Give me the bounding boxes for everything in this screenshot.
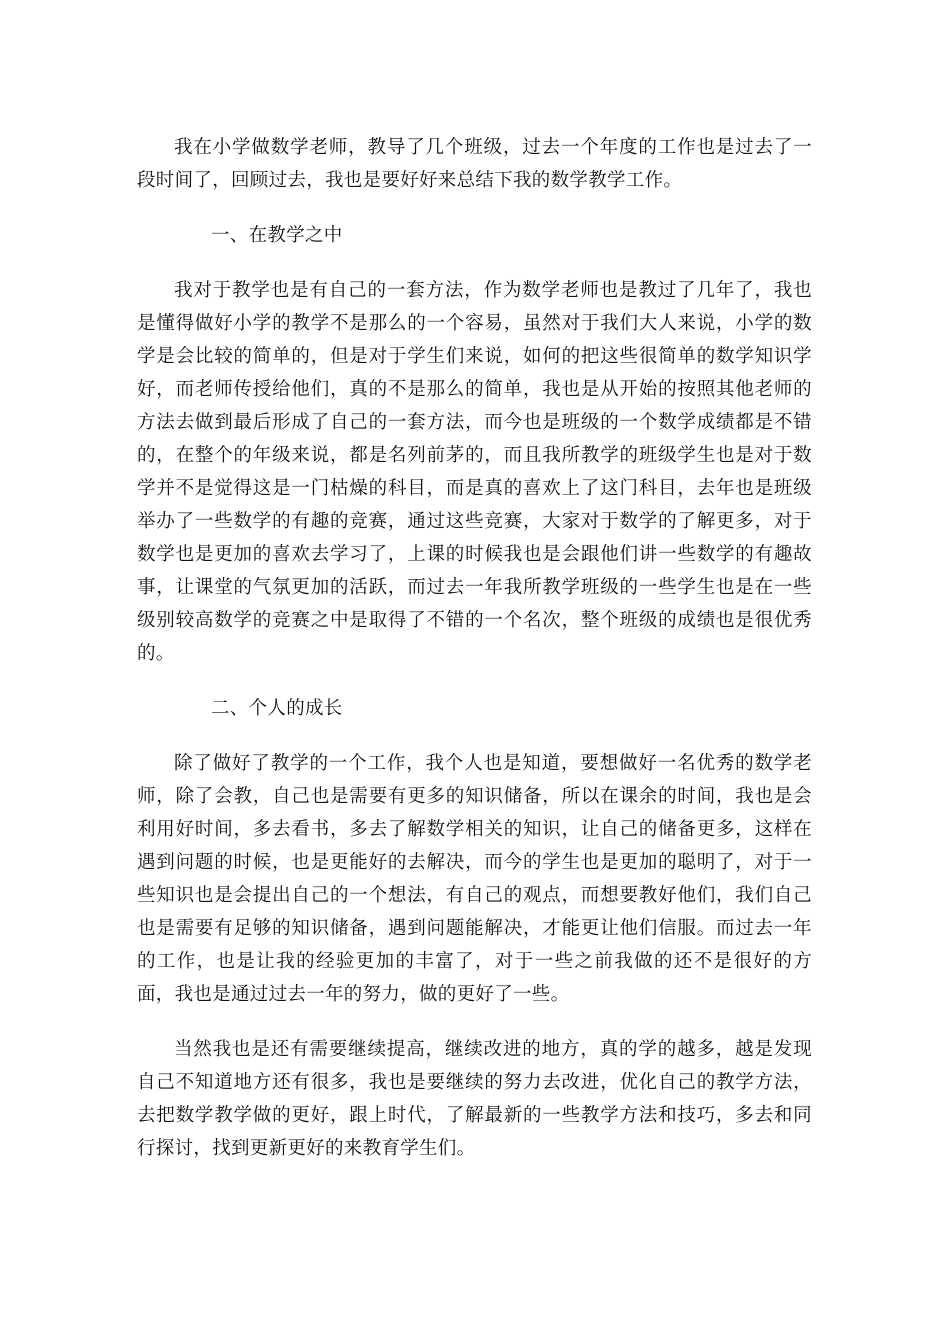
section-heading-growth: 二、个人的成长	[211, 698, 343, 719]
improvement-paragraph: 当然我也是还有需要继续提高，继续改进的地方，真的学的越多，越是发现自己不知道地方还有很多，我也是要继续的努力去改进，优化自己的教学方法，去把数学教学做的更好，跟上时代，了解最新的一些教学方法和技巧，多去和同行探讨，找到更新更好的来教育学生们。	[137, 1039, 812, 1159]
intro-paragraph: 我在小学做数学老师，教导了几个班级，过去一个年度的工作也是过去了一段时间了，回顾过去，我也是要好好来总结下我的数学教学工作。	[137, 137, 812, 191]
section-heading-teaching: 一、在教学之中	[211, 225, 343, 246]
document-body	[137, 131, 812, 1187]
teaching-paragraph: 我对于教学也是有自己的一套方法，作为数学老师也是教过了几年了，我也是懂得做好小学的教学不是那么的一个容易，虽然对于我们大人来说，小学的数学是会比较的简单的，但是对于学生们来说，如何的把这些很简单的数学知识学好，而老师传授给他们，真的不是那么的简单，我也是从开始的按照其他老师的方法去做到最后形成了自己的一套方法，而今也是班级的一个数学成绩都是不错的，在整个的年级来说，都是名列前茅的，而且我所教学的班级学生也是对于数学并不是觉得这是一门枯燥的科目，而是真的喜欢上了这门科目，去年也是班级举办了一些数学的有趣的竞赛，通过这些竞赛，大家对于数学的了解更多，对于数学也是更加的喜欢去学习了，上课的时候我也是会跟他们讲一些数学的有趣故事，让课堂的气氛更加的活跃，而过去一年我所教学班级的一些学生也是在一些级别较高数学的竞赛之中是取得了不错的一个名次，整个班级的成绩也是很优秀的。	[137, 280, 812, 664]
growth-paragraph: 除了做好了教学的一个工作，我个人也是知道，要想做好一名优秀的数学老师，除了会教，自己也是需要有更多的知识储备，所以在课余的时间，我也是会利用好时间，多去看书，多去了解数学相关的知识，让自己的储备更多，这样在遇到问题的时候，也是更能好的去解决，而今的学生也是更加的聪明了，对于一些知识也是会提出自己的一个想法，有自己的观点，而想要教好他们，我们自己也是需要有足够的知识储备，遇到问题能解决，才能更让他们信服。而过去一年的工作，也是让我的经验更加的丰富了，对于一些之前我做的还不是很好的方面，我也是通过过去一年的努力，做的更好了一些。	[137, 753, 812, 1005]
